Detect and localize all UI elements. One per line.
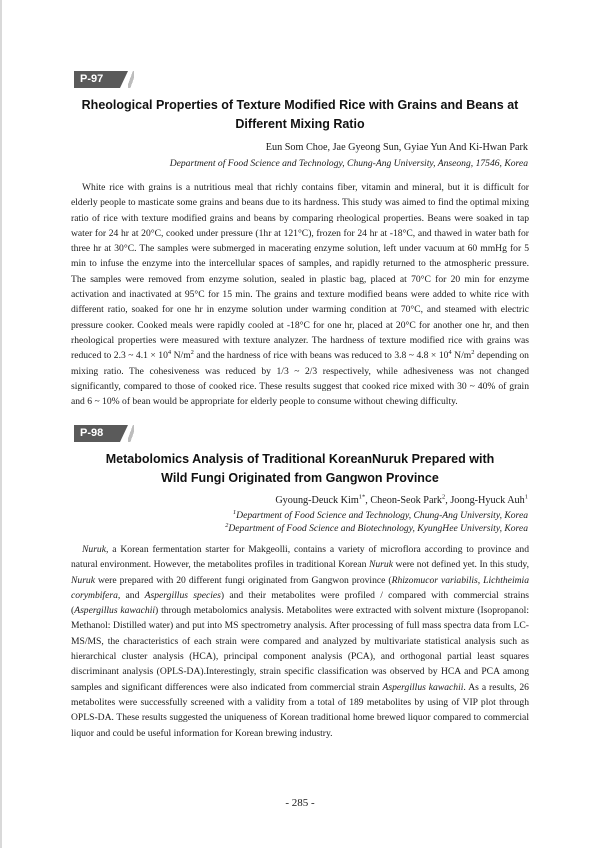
- paper-badge-p97: [74, 71, 120, 88]
- author-name: , Joong-Hyuck Auh: [445, 495, 525, 506]
- italic-term: Nuruk: [71, 574, 95, 586]
- author-name: Gyoung-Deuck Kim: [275, 495, 359, 506]
- abstract-text: ) and their metabolites were profiled / compared with commercial strains (: [71, 589, 530, 617]
- affiliation-text: Department of Food Science and Technology, Chung-Ang University, Korea: [236, 510, 528, 521]
- affiliation-text: Department of Food Science and Biotechnology, KyungHee University, Korea: [228, 523, 528, 534]
- superscript: 2: [471, 349, 475, 357]
- badge-label: P-98: [80, 427, 104, 439]
- italic-species: Rhizomucor variabilis, Lichtheimia corymbifera,: [71, 574, 529, 601]
- superscript: 1: [232, 508, 237, 516]
- title-line: Wild Fungi Originated from Gangwon Province: [161, 471, 439, 485]
- abstract-text: ) through metabolomics analysis. Metabolites were extracted with solvent mixture (Isopropanol: Methanol: Distilled water) and put into MS spectrometry analysis. After processing of full mass spectra data from LC-MS/MS, the characteristics of each strain were compared and analyzed by multivariate statistical analysis such as hierarchical cluster analysis (HCA), principal component analysis (PCA), and orthogonal partial least squares discriminant analysis (OPLS-DA).Interestingly, strain specific classification was observed by HCA and PCA among samples and significant differences were also indicated from commercial strain: [71, 605, 529, 693]
- paper-title: [70, 96, 530, 134]
- author-list: Eun Som Choe, Jae Gyeong Sun, Gyiae Yun And Ki-Hwan Park: [265, 142, 528, 153]
- author-list: [275, 494, 528, 507]
- page-edge-line: [0, 0, 2, 848]
- badge-label: P-97: [80, 73, 104, 85]
- title-line: Rheological Properties of Texture Modified Rice with Grains and Beans at: [81, 98, 519, 112]
- affiliation: Department of Food Science and Technology, Chung-Ang University, Anseong, 17546, Korea: [169, 158, 528, 169]
- abstract-paragraph: [71, 180, 529, 409]
- affiliation: [233, 509, 528, 522]
- italic-species: Aspergillus kawachii: [74, 605, 156, 617]
- superscript: 2: [190, 349, 194, 357]
- superscript: 1*: [358, 493, 366, 501]
- abstract-text: were prepared with 20 different fungi originated from Gangwon province (: [94, 574, 392, 586]
- abstract-text: N/m: [451, 350, 472, 362]
- abstract: [71, 180, 529, 409]
- paper-title: [70, 450, 530, 488]
- badge-shadow: [128, 425, 134, 442]
- abstract-text: depending on mixing ratio. The cohesiveness was reduced by 1/3 ~ 2/3 respectively, while adhesiveness was not changed significantly, compared to those of cooked rice. These results suggest that cooked rice mixed with 30 ~ 40% of grain and 6 ~ 10% of bean would be appropriate for elderly people to consume without chewing difficulty.: [71, 350, 529, 408]
- superscript: 2: [441, 493, 446, 501]
- badge-shadow: [128, 71, 134, 88]
- abstract-text: . As a results, 26 metabolites were successfully screened with a validity from a total of 189 metabolites by using of VIP plot through OPLS-DA. These results suggested the uniqueness of Korean traditional home brewed liquor compared to commercial liquor and could be useful information for Korean brewing industry.: [71, 681, 529, 739]
- abstract-text: , a Korean fermentation starter for Makgeolli, contains a variety of microflora according to province and natural environment. However, the metabolites profiles in traditional Korean: [71, 544, 529, 571]
- title-line: Different Mixing Ratio: [235, 117, 365, 131]
- superscript: 2: [225, 521, 229, 529]
- abstract-text: were not defined yet. In this study,: [392, 559, 529, 571]
- superscript: 1: [524, 493, 528, 501]
- italic-term: Nuruk: [368, 559, 393, 571]
- abstract-paragraph: [71, 542, 529, 741]
- italic-species: Aspergillus species: [144, 589, 221, 601]
- abstract-text: and: [120, 589, 145, 601]
- superscript: 4: [448, 349, 452, 357]
- italic-term: Nuruk: [82, 544, 106, 555]
- paper-badge-p98: [74, 425, 120, 442]
- page-number: - 285 -: [285, 797, 315, 809]
- italic-species: Aspergillus kawachii: [382, 681, 464, 693]
- abstract: [71, 542, 529, 741]
- superscript: 4: [167, 349, 172, 357]
- abstract-text: White rice with grains is a nutritious meal that richly contains fiber, vitamin and mineral, but it is difficult for elderly people to masticate some grains and beans due to its hardness. This study was aimed to find the optimal mixing ratio of rice with texture modified grains and beans by comparing rheological properties. Beans were soaked in tap water for 24 hr at 20°C, cooked under pressure (1hr at 121°C), frozen for 24 hr at -18°C, and thawed in water bath for three hr at 30°C. The samples were submerged in macerating enzyme solution, left under vacuum at 60 mmHg for 5 min to infuse the enzyme into the intercellular spaces of samples, and rapidly returned to the atmospheric pressure. The samples were removed from enzyme solution, sealed in plastic bag, placed at 70°C for 20 min for enzyme activation and inactivated at 95°C for 15 min. The grains and texture modified beans were added to white rice with different ratio, soaked for one hr in enzyme solution under warming condition at 70°C, and steamed with electric pressure cooker. Cooked meals were rapidly cooled at -18°C for one hr, placed at 20°C for another one hr, and then rheological properties were measured with texture analyzer. The hardness of texture modified rice with grains was reduced to 2.3 ~ 4.1 × 10: [71, 182, 529, 362]
- affiliation: [225, 522, 528, 535]
- abstract-text: N/m: [171, 350, 191, 362]
- title-line: Metabolomics Analysis of Traditional KoreanNuruk Prepared with: [105, 452, 495, 466]
- abstract-text: and the hardness of rice with beans was reduced to 3.8 ~ 4.8 × 10: [193, 350, 449, 362]
- author-name: , Cheon-Seok Park: [365, 495, 442, 506]
